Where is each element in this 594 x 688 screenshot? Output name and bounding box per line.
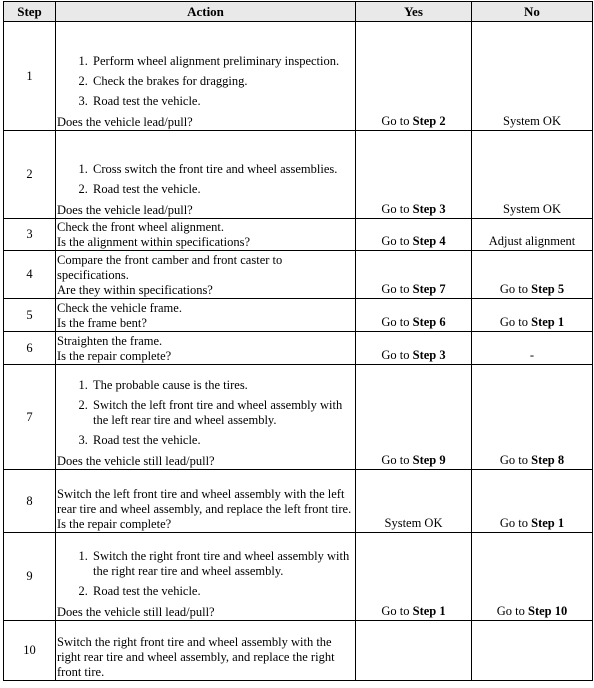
yes-step-link[interactable]: Step 9 (412, 453, 446, 467)
no-result-cell (472, 219, 593, 251)
yes-result-text: System OK (384, 516, 443, 530)
action-cell (56, 131, 356, 219)
no-result-cell (472, 299, 593, 332)
action-cell (56, 219, 356, 251)
no-step-link[interactable]: Step 5 (531, 282, 565, 296)
table-row (4, 251, 593, 299)
action-text: Switch the left front tire and wheel assembly with the left rear tire and wheel assembly, and replace the left front tire. (57, 487, 352, 516)
action-cell (56, 299, 356, 332)
no-result-text: System OK (503, 202, 561, 216)
no-step-link[interactable]: Step 1 (531, 516, 565, 530)
no-result-text: Go to (499, 516, 532, 530)
action-cell (56, 470, 356, 533)
action-text: Compare the front camber and front caster to specifications. (57, 253, 283, 282)
step-number: 3 (4, 219, 56, 251)
yes-result-cell (356, 621, 472, 681)
yes-result-text: Go to (381, 315, 413, 329)
no-result-cell (472, 22, 593, 131)
no-result-cell (472, 332, 593, 365)
action-list-item: 2. Road test the vehicle. (91, 182, 355, 197)
yes-result-text: Go to (381, 604, 413, 618)
header-no: No (472, 2, 593, 22)
yes-result-text: Go to (381, 453, 413, 467)
yes-step-link[interactable]: Step 2 (412, 114, 446, 128)
action-text: Does the vehicle lead/pull? (57, 115, 193, 129)
yes-result-text: Go to (381, 234, 413, 248)
action-list-item: 3. Road test the vehicle. (91, 433, 355, 448)
table-row (4, 621, 593, 681)
header-row (4, 2, 593, 22)
yes-result-cell (356, 251, 472, 299)
action-list-item: 2. Switch the left front tire and wheel assembly with the left rear tire and wheel assembly. (91, 398, 355, 428)
table-row (4, 131, 593, 219)
no-result-cell (472, 533, 593, 621)
no-result-text: Adjust alignment (488, 234, 576, 248)
action-list-item: 2. Check the brakes for dragging. (91, 74, 355, 89)
table-row (4, 219, 593, 251)
action-text: Switch the right front tire and wheel assembly with the right rear tire and wheel assembly, and replace the right front tire. (57, 635, 335, 679)
action-cell (56, 332, 356, 365)
no-result-text: Go to (496, 604, 528, 618)
action-cell (56, 22, 356, 131)
no-result-cell (472, 365, 593, 470)
no-result-text: - (529, 348, 535, 362)
yes-step-link[interactable]: Step 6 (412, 315, 446, 329)
yes-result-cell (356, 22, 472, 131)
step-number: 9 (4, 533, 56, 621)
action-list (57, 374, 355, 448)
yes-step-link[interactable]: Step 7 (412, 282, 446, 296)
table-row (4, 533, 593, 621)
yes-result-cell (356, 299, 472, 332)
action-text: Check the front wheel alignment. (57, 220, 224, 234)
action-text: Are they within specifications? (57, 283, 213, 297)
no-step-link[interactable]: Step 1 (531, 315, 565, 329)
table-row (4, 470, 593, 533)
no-result-cell (472, 131, 593, 219)
no-result-cell (472, 621, 593, 681)
no-step-link[interactable]: Step 10 (528, 604, 568, 618)
action-list (57, 158, 355, 197)
step-number: 2 (4, 131, 56, 219)
yes-step-link[interactable]: Step 3 (412, 348, 446, 362)
action-list-item: 1. Switch the right front tire and wheel assembly with the right rear tire and wheel assembly. (91, 549, 355, 579)
action-cell (56, 621, 356, 681)
no-step-link[interactable]: Step 8 (531, 453, 565, 467)
yes-step-link[interactable]: Step 3 (412, 202, 446, 216)
action-text: Does the vehicle still lead/pull? (57, 605, 215, 619)
action-list (57, 50, 355, 109)
action-list-item: 2. Road test the vehicle. (91, 584, 355, 599)
action-list (57, 545, 355, 599)
yes-result-cell (356, 365, 472, 470)
no-result-text: Go to (499, 315, 532, 329)
action-text: Is the frame bent? (57, 316, 147, 330)
yes-result-cell (356, 219, 472, 251)
yes-result-cell (356, 470, 472, 533)
table-row (4, 299, 593, 332)
action-list-item: 3. Road test the vehicle. (91, 94, 355, 109)
diagnostic-table (3, 1, 593, 681)
table-row (4, 365, 593, 470)
yes-step-link[interactable]: Step 4 (412, 234, 446, 248)
no-result-text: Go to (499, 282, 532, 296)
action-text: Is the repair complete? (57, 349, 172, 363)
action-text: Does the vehicle lead/pull? (57, 203, 193, 217)
action-text: Is the alignment within specifications? (57, 235, 251, 249)
header-step: Step (4, 2, 56, 22)
yes-result-text: Go to (381, 348, 413, 362)
action-cell (56, 251, 356, 299)
yes-result-cell (356, 332, 472, 365)
no-result-text: System OK (503, 114, 561, 128)
no-result-cell (472, 470, 593, 533)
action-cell (56, 365, 356, 470)
yes-result-text: Go to (381, 282, 413, 296)
table-row (4, 332, 593, 365)
no-result-cell (472, 251, 593, 299)
action-text: Does the vehicle still lead/pull? (57, 454, 215, 468)
action-text: Is the repair complete? (57, 517, 172, 531)
yes-step-link[interactable]: Step 1 (412, 604, 446, 618)
step-number: 5 (4, 299, 56, 332)
yes-result-text: Go to (381, 114, 413, 128)
step-number: 1 (4, 22, 56, 131)
action-list-item: 1. Cross switch the front tire and wheel assemblies. (91, 162, 355, 177)
yes-result-cell (356, 533, 472, 621)
yes-result-cell (356, 131, 472, 219)
step-number: 4 (4, 251, 56, 299)
no-result-text: Go to (499, 453, 532, 467)
action-cell (56, 533, 356, 621)
step-number: 6 (4, 332, 56, 365)
step-number: 7 (4, 365, 56, 470)
step-number: 10 (4, 621, 56, 681)
action-list-item: 1. Perform wheel alignment preliminary inspection. (91, 54, 355, 69)
action-text: Straighten the frame. (57, 334, 163, 348)
header-yes: Yes (356, 2, 472, 22)
step-number: 8 (4, 470, 56, 533)
table-row (4, 22, 593, 131)
action-list-item: 1. The probable cause is the tires. (91, 378, 355, 393)
header-action: Action (56, 2, 356, 22)
yes-result-text: Go to (381, 202, 413, 216)
action-text: Check the vehicle frame. (57, 301, 182, 315)
